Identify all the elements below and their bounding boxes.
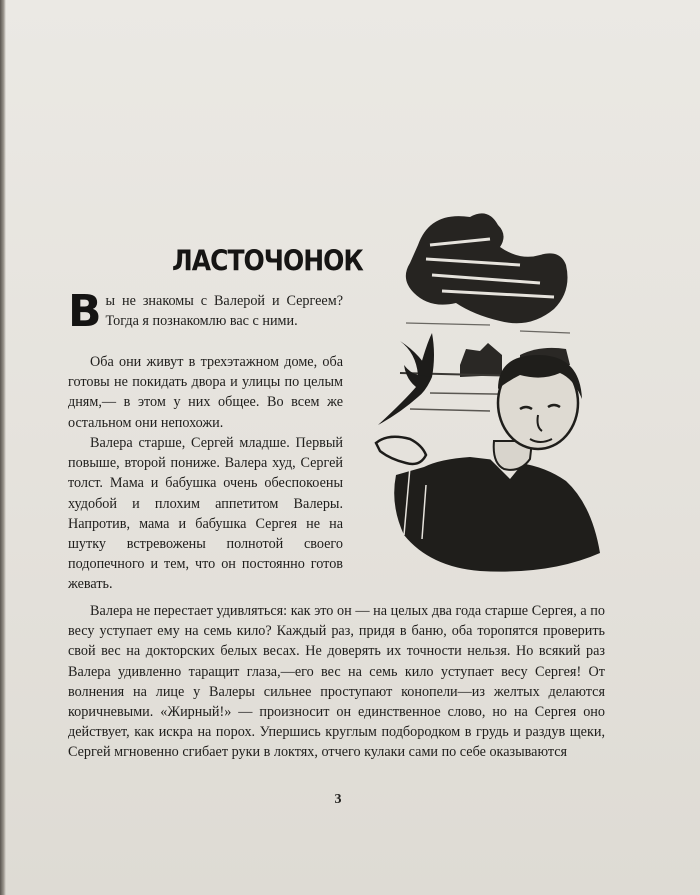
page-binding-edge	[0, 0, 6, 895]
swallow-icon	[378, 333, 434, 425]
paragraph-3: Валера старше, Сергей младше. Первый повыше, второй пониже. Валера худ, Сергей толст. Мама и бабушка очень обеспокоены худобой и плохим аппетитом Валеры. Напротив, мама и бабушка Сергея не на шутку встревожены полнотой своего подопечного и тем, что он постоянно готов жевать.	[68, 435, 343, 593]
paragraph-2: Оба они живут в трехэтажном доме, оба готовы не покидать двора и улицы по целым дням,— в этом у них общее. Во всем же остальном они непохожи.	[68, 354, 343, 431]
hand-icon	[376, 437, 426, 464]
paragraph-1-text: ы не знакомы с Валерой и Сергеем? Тогда я познакомлю вас с ними.	[105, 293, 343, 330]
paragraph-1	[68, 286, 343, 337]
page-number: 3	[334, 792, 342, 807]
story-title: ЛАСТОЧОНОК	[172, 244, 363, 278]
cloud-icon	[406, 213, 568, 323]
boy-and-swallow-illustration	[370, 205, 602, 585]
drop-cap: В	[68, 286, 102, 337]
paragraph-4: Валера не перестает удивляться: как это он — на целых два года старше Сергея, а по весу уступает ему на семь кило? Каждый раз, придя в баню, оба торопятся проверить свой вес на докторских белых весах. Не доверять их точности нельзя. Но всякий раз Валера удивленно таращит глаза,—его вес на семь кило уступает весу Сергея! От волнения на лице у Валеры сильнее проступают конопели—из желтых делаются коричневыми. «Жирный!» — произносит он единственное слово, но на Сергея оно действует, как искра на порох. Упершись круглым подбородком в грудь и раздув щеки, Сергей мгновенно сгибает руки в локтях, отчего кулаки сами по себе оказываются	[68, 603, 605, 761]
